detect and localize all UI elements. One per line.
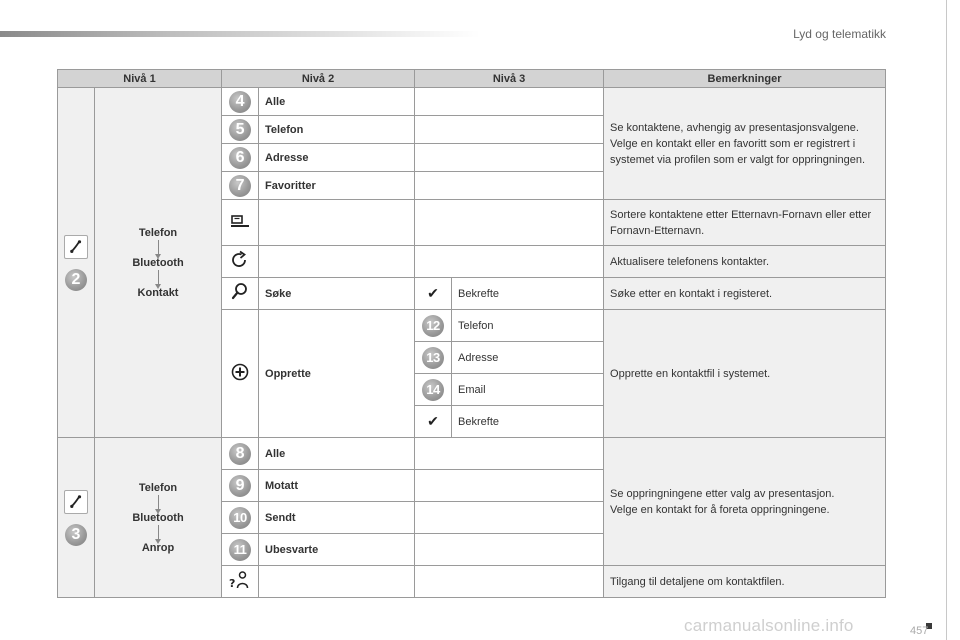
search-magnifier-icon (229, 294, 251, 306)
note-cell (604, 310, 886, 438)
number-badge: 7 (229, 175, 251, 197)
badge-cell (222, 438, 259, 470)
svg-text:?: ? (229, 577, 236, 590)
arrow-down-icon (158, 495, 159, 511)
number-badge: 5 (229, 119, 251, 141)
note-text: Sortere kontaktene etter Etternavn-Fornavn eller etter Fornavn-Etternavn. (610, 208, 872, 237)
level1-cell (58, 438, 95, 598)
empty-cell (415, 116, 604, 144)
arrow-down-icon (158, 270, 159, 286)
note-text: Se oppringningene etter valg av presentasjon. Velge en kontakt for å foreta oppringningene. (610, 487, 835, 516)
empty-cell (415, 144, 604, 172)
note-cell (604, 88, 886, 200)
badge-cell (415, 310, 452, 342)
badge-cell (222, 172, 259, 200)
badge-cell (222, 116, 259, 144)
badge-cell (222, 502, 259, 534)
table-row (58, 88, 886, 116)
empty-cell (415, 470, 604, 502)
empty-cell (415, 534, 604, 566)
note-cell (604, 438, 886, 566)
note-cell (604, 246, 886, 278)
number-badge: 11 (229, 539, 251, 561)
number-badge: 4 (229, 91, 251, 113)
note-cell (604, 278, 886, 310)
level2-label: Telefon (259, 116, 415, 144)
level2-label: Adresse (259, 144, 415, 172)
empty-cell (415, 88, 604, 116)
empty-cell (415, 246, 604, 278)
badge-cell (222, 534, 259, 566)
level3-label: Bekrefte (452, 278, 604, 310)
chain-label: Anrop (141, 541, 175, 554)
note-text: Tilgang til detaljene om kontaktfilen. (610, 575, 785, 588)
note-text: Aktualisere telefonens kontakter. (610, 255, 770, 268)
empty-cell (259, 246, 415, 278)
col-header-notes: Bemerkninger (604, 70, 886, 88)
level1-label-cell (95, 438, 222, 598)
level1-number-badge: 3 (65, 524, 87, 546)
level1-cell (58, 88, 95, 438)
icon-cell (222, 278, 259, 310)
badge-cell (415, 374, 452, 406)
number-badge: 10 (229, 507, 251, 529)
col-header-level1: Nivå 1 (58, 70, 222, 88)
icon-cell (222, 566, 259, 598)
section-title: Lyd og telematikk (793, 27, 886, 41)
level3-label: Email (452, 374, 604, 406)
checkmark-icon: ✔ (427, 413, 439, 429)
note-text: Se kontaktene, avhengig av presentasjonsvalgene. Velge en kontakt eller en favoritt som er registrert i systemet via profilen som er valgt for oppringningen. (610, 121, 866, 166)
level2-label: Favoritter (259, 172, 415, 200)
level3-label: Bekrefte (452, 406, 604, 438)
level1-label-cell (95, 88, 222, 438)
level3-label: Telefon (452, 310, 604, 342)
icon-cell (222, 200, 259, 246)
icon-cell (222, 310, 259, 438)
chain-label: Bluetooth (132, 256, 184, 269)
note-text: Opprette en kontaktfil i systemet. (610, 367, 771, 380)
header-rule (0, 31, 480, 37)
menu-table (57, 69, 886, 598)
empty-cell (415, 172, 604, 200)
arrow-down-icon (158, 240, 159, 256)
watermark: carmanualsonline.info (684, 616, 854, 635)
number-badge: 13 (422, 347, 444, 369)
empty-cell (415, 566, 604, 598)
chain-label: Telefon (138, 481, 178, 494)
add-circle-icon (229, 374, 251, 386)
chain-label: Bluetooth (132, 511, 184, 524)
level3-label: Adresse (452, 342, 604, 374)
number-badge: 12 (422, 315, 444, 337)
col-header-level3: Nivå 3 (415, 70, 604, 88)
checkmark-icon: ✔ (427, 285, 439, 301)
table-row (58, 438, 886, 470)
note-cell (604, 566, 886, 598)
empty-cell (415, 502, 604, 534)
empty-cell (415, 438, 604, 470)
badge-cell (222, 88, 259, 116)
level2-label: Motatt (259, 470, 415, 502)
phone-handset-icon (64, 490, 88, 514)
level2-label: Opprette (259, 310, 415, 438)
empty-cell (259, 200, 415, 246)
level2-label: Alle (259, 88, 415, 116)
note-cell (604, 200, 886, 246)
page-number: 457 (910, 625, 929, 637)
refresh-icon (229, 261, 251, 273)
level2-label: Sendt (259, 502, 415, 534)
check-cell (415, 406, 452, 438)
chain-label: Kontakt (137, 286, 179, 299)
number-badge: 9 (229, 475, 251, 497)
chain-label: Telefon (138, 226, 178, 239)
number-badge: 14 (422, 379, 444, 401)
level2-label: Søke (259, 278, 415, 310)
sort-contacts-icon (229, 221, 251, 233)
level2-label: Ubesvarte (259, 534, 415, 566)
page-edge-rule (946, 0, 947, 640)
note-text: Søke etter en kontakt i registeret. (610, 287, 773, 300)
empty-cell (259, 566, 415, 598)
badge-cell (222, 470, 259, 502)
arrow-down-icon (158, 525, 159, 541)
icon-cell (222, 246, 259, 278)
col-header-level2: Nivå 2 (222, 70, 415, 88)
number-badge: 8 (229, 443, 251, 465)
contact-detail-icon (228, 577, 252, 594)
badge-cell (415, 342, 452, 374)
badge-cell (222, 144, 259, 172)
level1-number-badge: 2 (65, 269, 87, 291)
table-header-row (58, 70, 886, 88)
phone-handset-icon (64, 235, 88, 259)
check-cell (415, 278, 452, 310)
number-badge: 6 (229, 147, 251, 169)
level2-label: Alle (259, 438, 415, 470)
empty-cell (415, 200, 604, 246)
